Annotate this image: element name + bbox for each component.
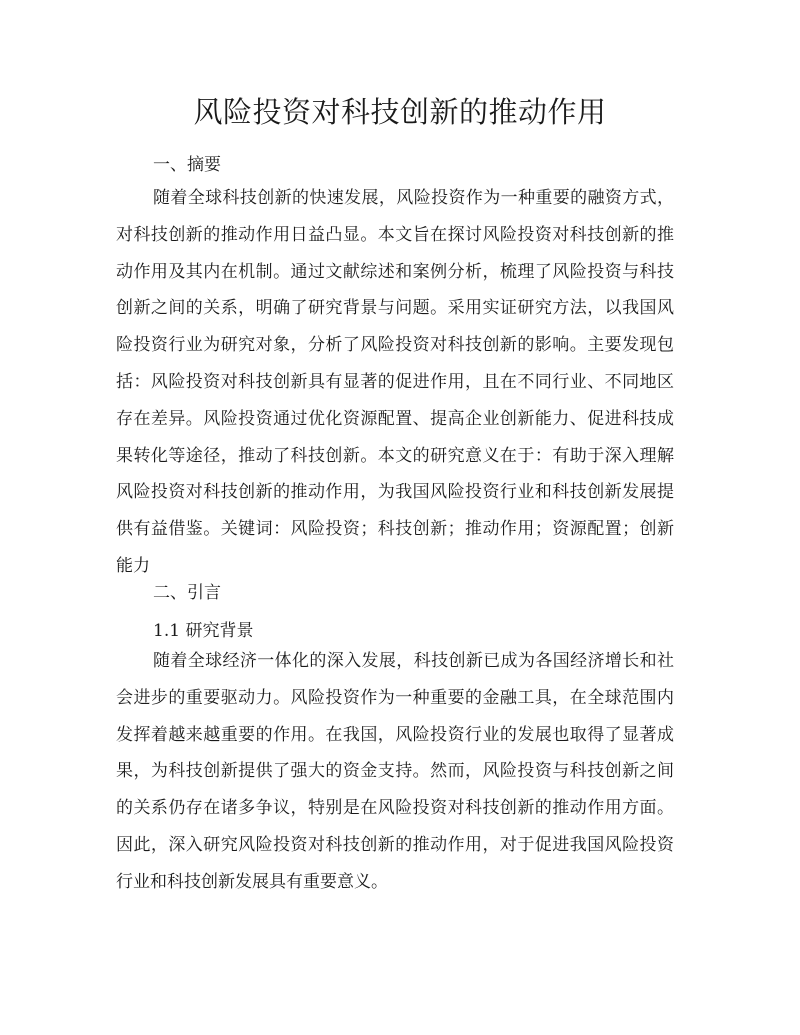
subsection-heading-background: 1.1 研究背景: [153, 621, 254, 641]
abstract-paragraph: 随着全球科技创新的快速发展，风险投资作为一种重要的融资方式，对科技创新的推动作用日益凸显。本文旨在探讨风险投资对科技创新的推动作用及其内在机制。通过文献综述和案例分析，梳理了风险投资与科技创新之间的关系，明确了研究背景与问题。采用实证研究方法，以我国风险投资行业为研究对象，分析了风险投资对科技创新的影响。主要发现包括：风险投资对科技创新具有显著的促进作用，且在不同行业、不同地区存在差异。风险投资通过优化资源配置、提高企业创新能力、促进科技成果转化等途径，推动了科技创新。本文的研究意义在于：有助于深入理解风险投资对科技创新的推动作用，为我国风险投资行业和科技创新发展提供有益借鉴。关键词：风险投资；科技创新；推动作用；资源配置；创新能力: [116, 188, 674, 576]
section-heading-introduction: 二、引言: [153, 583, 221, 603]
section-heading-abstract: 一、摘要: [153, 155, 221, 175]
document-title: 风险投资对科技创新的推动作用: [193, 95, 607, 129]
background-paragraph: 随着全球经济一体化的深入发展，科技创新已成为各国经济增长和社会进步的重要驱动力。风险投资作为一种重要的金融工具，在全球范围内发挥着越来越重要的作用。在我国，风险投资行业的发展也取得了显著成果，为科技创新提供了强大的资金支持。然而，风险投资与科技创新之间的关系仍存在诸多争议，特别是在风险投资对科技创新的推动作用方面。因此，深入研究风险投资对科技创新的推动作用，对于促进我国风险投资行业和科技创新发展具有重要意义。: [116, 651, 674, 892]
